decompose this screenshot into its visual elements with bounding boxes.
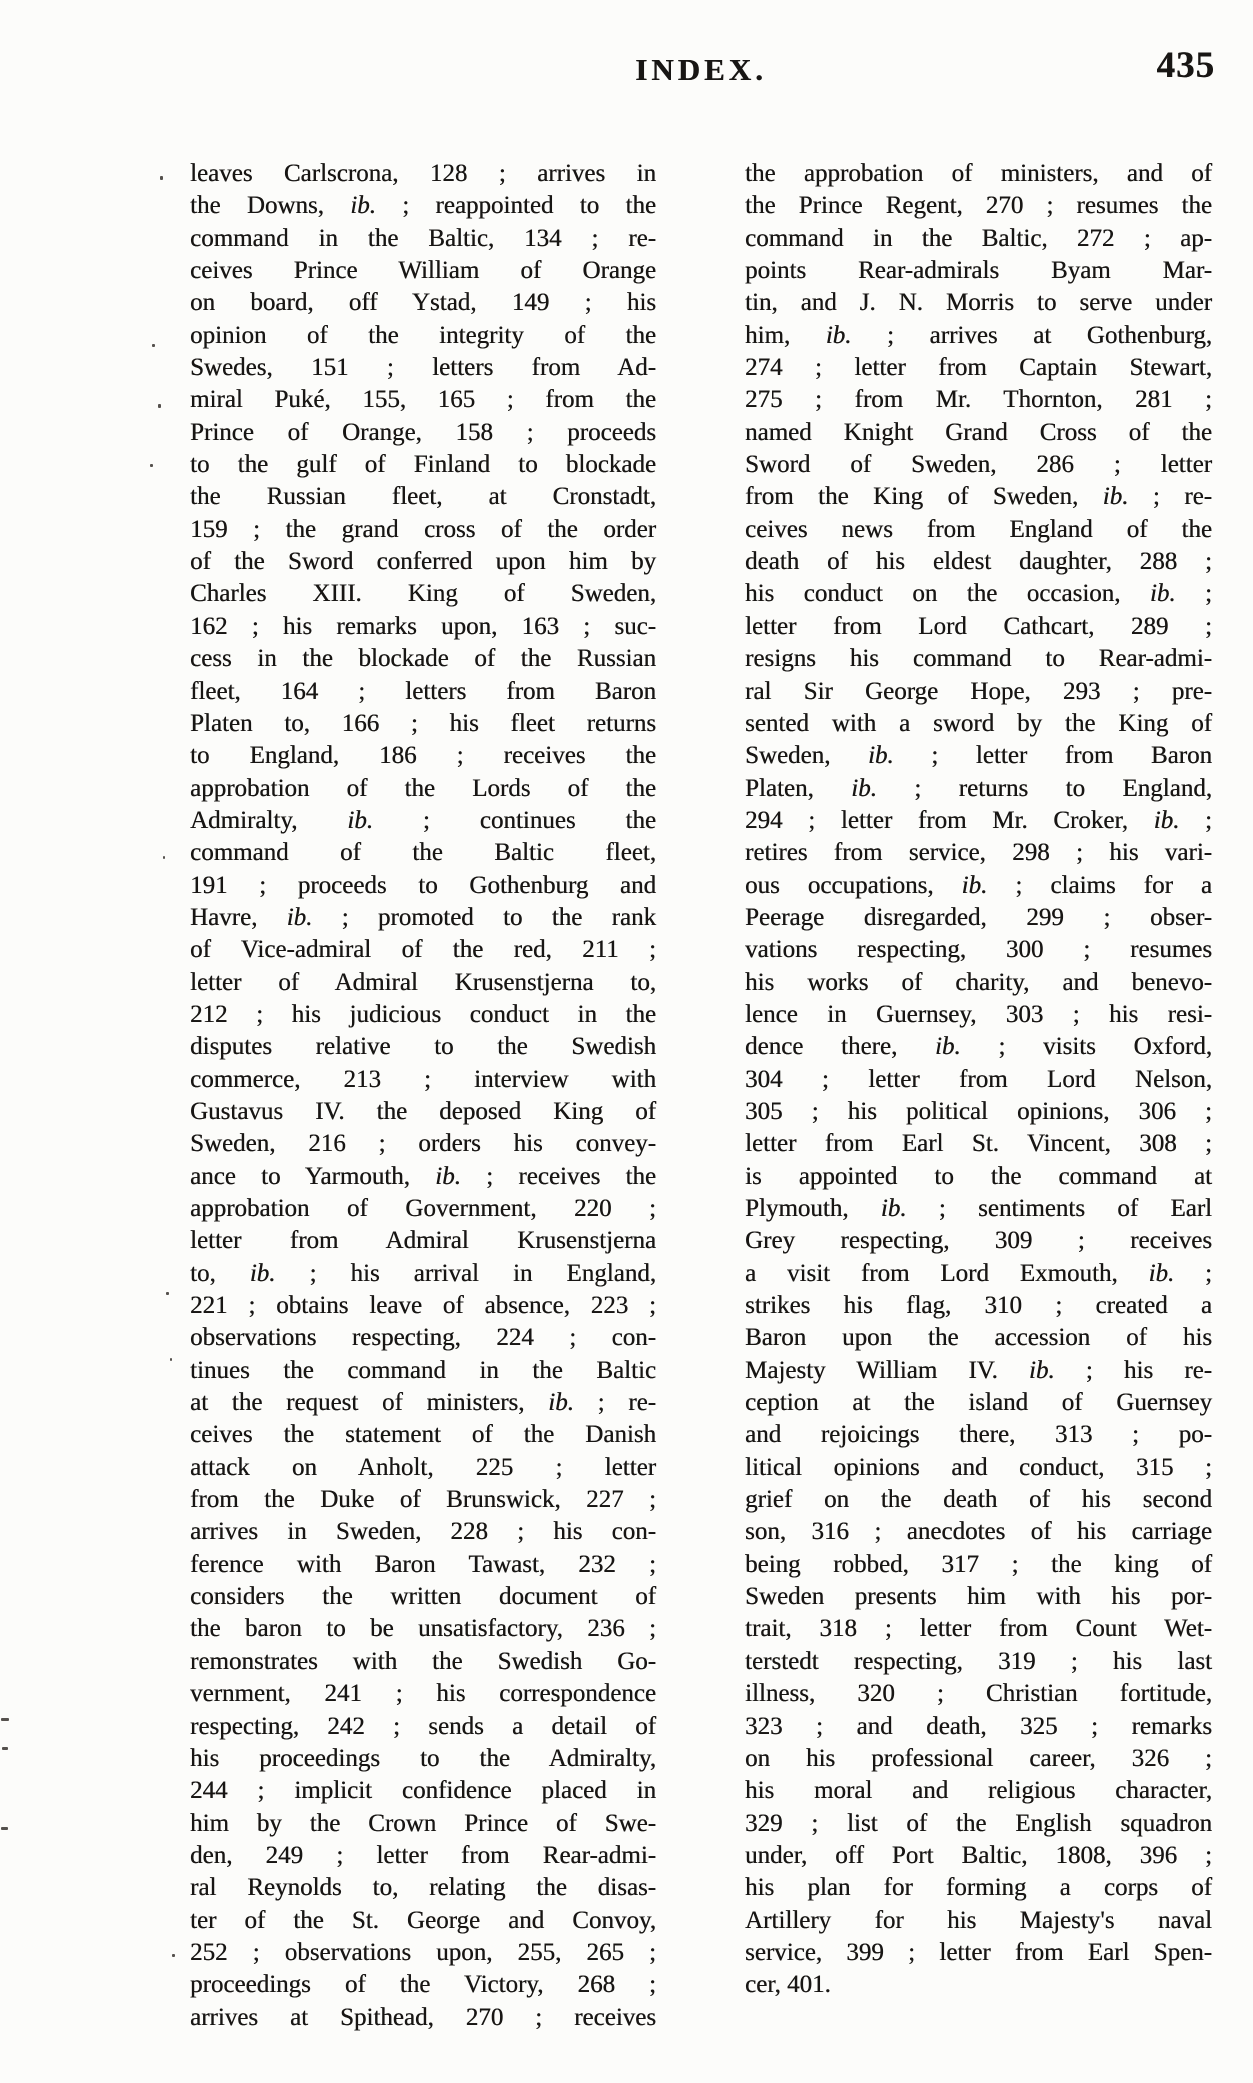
- index-line: 329 ; list of the English squadron: [745, 1809, 1212, 1837]
- index-line: on his professional career, 326 ;: [745, 1744, 1212, 1772]
- index-line: disputes relative to the Swedish: [190, 1033, 656, 1061]
- index-line: the baron to be unsatisfactory, 236 ;: [190, 1615, 656, 1643]
- index-line: 294 ; letter from Mr. Croker, ib. ;: [745, 806, 1212, 834]
- index-line: 162 ; his remarks upon, 163 ; suc-: [190, 612, 656, 640]
- index-line: his proceedings to the Admiralty,: [190, 1744, 656, 1772]
- index-line: at the request of ministers, ib. ; re-: [190, 1389, 657, 1417]
- index-line: 244 ; implicit confidence placed in: [190, 1777, 656, 1805]
- index-line: Sweden, ib. ; letter from Baron: [745, 742, 1212, 770]
- index-line: den, 249 ; letter from Rear-admi-: [190, 1841, 656, 1869]
- index-line: resigns his command to Rear-admi-: [745, 645, 1212, 673]
- left-column: [190, 158, 656, 2034]
- index-line: remonstrates with the Swedish Go-: [190, 1647, 656, 1675]
- index-line: illness, 320 ; Christian fortitude,: [745, 1680, 1212, 1708]
- index-line: under, off Port Baltic, 1808, 396 ;: [745, 1841, 1212, 1869]
- index-line: 159 ; the grand cross of the order: [190, 515, 656, 543]
- index-line: 212 ; his judicious conduct in the: [190, 1000, 656, 1028]
- index-line: the Russian fleet, at Cronstadt,: [190, 483, 656, 511]
- index-line: Charles XIII. King of Sweden,: [190, 580, 656, 608]
- index-line: letter from Lord Cathcart, 289 ;: [745, 612, 1212, 640]
- index-line: 191 ; proceeds to Gothenburg and: [190, 871, 656, 899]
- index-line: observations respecting, 224 ; con-: [190, 1324, 656, 1352]
- index-line: his works of charity, and benevo-: [745, 968, 1212, 996]
- scan-speck: [170, 1358, 172, 1361]
- index-line: letter from Earl St. Vincent, 308 ;: [745, 1130, 1212, 1158]
- index-line: trait, 318 ; letter from Count Wet-: [745, 1615, 1212, 1643]
- index-line: ference with Baron Tawast, 232 ;: [190, 1550, 656, 1578]
- index-line: the Downs, ib. ; reappointed to the: [190, 192, 656, 220]
- index-line: Platen to, 166 ; his fleet returns: [190, 709, 656, 737]
- index-line: arrives at Spithead, 270 ; receives: [190, 2003, 656, 2031]
- index-line: lence in Guernsey, 303 ; his resi-: [745, 1000, 1212, 1028]
- index-line: commerce, 213 ; interview with: [190, 1065, 656, 1093]
- scan-speck: [1, 1718, 9, 1721]
- index-line: retires from service, 298 ; his vari-: [745, 839, 1212, 867]
- index-line: points Rear-admirals Byam Mar-: [745, 257, 1212, 285]
- index-line: command in the Baltic, 134 ; re-: [190, 224, 656, 252]
- index-line: cess in the blockade of the Russian: [190, 645, 656, 673]
- index-line: sented with a sword by the King of: [745, 709, 1212, 737]
- index-line: Sword of Sweden, 286 ; letter: [745, 451, 1212, 479]
- index-line: cer, 401.: [745, 1971, 831, 1999]
- index-line: Artillery for his Majesty's naval: [745, 1906, 1212, 1934]
- index-line: strikes his flag, 310 ; created a: [745, 1292, 1212, 1320]
- index-line: tin, and J. N. Morris to serve under: [745, 289, 1212, 317]
- index-line: of Vice-admiral of the red, 211 ;: [190, 936, 656, 964]
- index-line: Havre, ib. ; promoted to the rank: [190, 903, 656, 931]
- scan-speck: [158, 404, 161, 408]
- index-line: of the Sword conferred upon him by: [190, 548, 656, 576]
- index-line: from the Duke of Brunswick, 227 ;: [190, 1486, 656, 1514]
- index-line: Sweden presents him with his por-: [745, 1583, 1212, 1611]
- index-line: 304 ; letter from Lord Nelson,: [745, 1065, 1212, 1093]
- right-column: [745, 158, 1212, 2002]
- index-line: ance to Yarmouth, ib. ; receives the: [190, 1162, 656, 1190]
- index-line: tinues the command in the Baltic: [190, 1356, 656, 1384]
- index-line: Plymouth, ib. ; sentiments of Earl: [745, 1195, 1213, 1222]
- index-line: Peerage disregarded, 299 ; obser-: [745, 903, 1212, 931]
- index-line: to the gulf of Finland to blockade: [190, 451, 656, 479]
- index-line: letter from Admiral Krusenstjerna: [190, 1227, 656, 1255]
- scan-speck: [1, 1827, 8, 1830]
- index-line: his conduct on the occasion, ib. ;: [745, 580, 1212, 608]
- index-line: Baron upon the accession of his: [745, 1324, 1212, 1352]
- index-line: 275 ; from Mr. Thornton, 281 ;: [745, 386, 1212, 414]
- index-line: Sweden, 216 ; orders his convey-: [190, 1130, 656, 1158]
- index-line: 305 ; his political opinions, 306 ;: [745, 1097, 1212, 1125]
- index-line: ral Reynolds to, relating the disas-: [190, 1874, 656, 1902]
- scan-speck: [160, 176, 163, 180]
- index-line: Prince of Orange, 158 ; proceeds: [190, 418, 656, 446]
- index-line: vations respecting, 300 ; resumes: [745, 936, 1212, 964]
- index-line: command in the Baltic, 272 ; ap-: [745, 224, 1212, 252]
- index-line: proceedings of the Victory, 268 ;: [190, 1971, 656, 1999]
- page-number: 435: [1156, 45, 1215, 86]
- index-line: son, 316 ; anecdotes of his carriage: [745, 1518, 1212, 1546]
- index-line: and rejoicings there, 313 ; po-: [745, 1421, 1212, 1449]
- index-line: fleet, 164 ; letters from Baron: [190, 677, 656, 705]
- index-line: ral Sir George Hope, 293 ; pre-: [745, 677, 1212, 705]
- index-line: Admiralty, ib. ; continues the: [190, 806, 656, 834]
- index-line: 221 ; obtains leave of absence, 223 ;: [190, 1292, 656, 1320]
- index-line: approbation of Government, 220 ;: [190, 1195, 656, 1222]
- index-line: letter of Admiral Krusenstjerna to,: [190, 968, 656, 996]
- index-line: ception at the island of Guernsey: [745, 1389, 1212, 1417]
- page-title: INDEX.: [635, 52, 767, 87]
- index-line: on board, off Ystad, 149 ; his: [190, 289, 656, 317]
- index-line: his moral and religious character,: [745, 1777, 1212, 1805]
- index-line: leaves Carlscrona, 128 ; arrives in: [190, 160, 656, 187]
- scan-speck: [172, 1954, 175, 1957]
- index-line: dence there, ib. ; visits Oxford,: [745, 1033, 1212, 1061]
- index-line: litical opinions and conduct, 315 ;: [745, 1453, 1212, 1481]
- index-line: respecting, 242 ; sends a detail of: [190, 1712, 656, 1740]
- index-line: grief on the death of his second: [745, 1486, 1212, 1514]
- index-line: ter of the St. George and Convoy,: [190, 1906, 656, 1934]
- index-line: Platen, ib. ; returns to England,: [745, 774, 1212, 802]
- index-line: the approbation of ministers, and of: [745, 160, 1212, 187]
- index-line: command of the Baltic fleet,: [190, 839, 656, 867]
- index-line: named Knight Grand Cross of the: [745, 418, 1212, 446]
- index-line: him, ib. ; arrives at Gothenburg,: [745, 321, 1212, 349]
- index-line: service, 399 ; letter from Earl Spen-: [745, 1938, 1212, 1966]
- index-line: considers the written document of: [190, 1583, 656, 1611]
- index-line: death of his eldest daughter, 288 ;: [745, 548, 1212, 576]
- scan-speck: [150, 464, 153, 467]
- index-line: 274 ; letter from Captain Stewart,: [745, 354, 1212, 382]
- index-line: attack on Anholt, 225 ; letter: [190, 1453, 656, 1481]
- index-line: vernment, 241 ; his correspondence: [190, 1680, 656, 1708]
- index-line: his plan for forming a corps of: [745, 1874, 1212, 1902]
- index-line: from the King of Sweden, ib. ; re-: [745, 483, 1212, 511]
- index-line: Swedes, 151 ; letters from Ad-: [190, 354, 656, 382]
- index-line: the Prince Regent, 270 ; resumes the: [745, 192, 1212, 220]
- scan-speck: [152, 344, 155, 347]
- scan-speck: [166, 1292, 169, 1295]
- index-line: miral Puké, 155, 165 ; from the: [190, 386, 656, 414]
- index-line: ous occupations, ib. ; claims for a: [745, 871, 1213, 899]
- index-line: to England, 186 ; receives the: [190, 742, 656, 770]
- index-line: ceives Prince William of Orange: [190, 257, 656, 285]
- index-line: to, ib. ; his arrival in England,: [190, 1259, 656, 1287]
- index-line: is appointed to the command at: [745, 1162, 1212, 1190]
- index-line: ceives news from England of the: [745, 515, 1212, 543]
- index-line: him by the Crown Prince of Swe-: [190, 1809, 656, 1837]
- index-line: 323 ; and death, 325 ; remarks: [745, 1712, 1212, 1740]
- index-line: a visit from Lord Exmouth, ib. ;: [745, 1259, 1212, 1287]
- index-line: Gustavus IV. the deposed King of: [190, 1097, 656, 1125]
- index-line: opinion of the integrity of the: [190, 321, 656, 349]
- scan-speck: [163, 856, 165, 859]
- index-line: being robbed, 317 ; the king of: [745, 1550, 1212, 1578]
- index-line: approbation of the Lords of the: [190, 774, 656, 802]
- index-line: Grey respecting, 309 ; receives: [745, 1227, 1212, 1255]
- index-line: Majesty William IV. ib. ; his re-: [745, 1356, 1212, 1384]
- index-line: 252 ; observations upon, 255, 265 ;: [190, 1938, 656, 1966]
- index-line: arrives in Sweden, 228 ; his con-: [190, 1518, 656, 1546]
- index-line: ceives the statement of the Danish: [190, 1421, 656, 1449]
- index-line: terstedt respecting, 319 ; his last: [745, 1647, 1212, 1675]
- scan-speck: [2, 1747, 8, 1750]
